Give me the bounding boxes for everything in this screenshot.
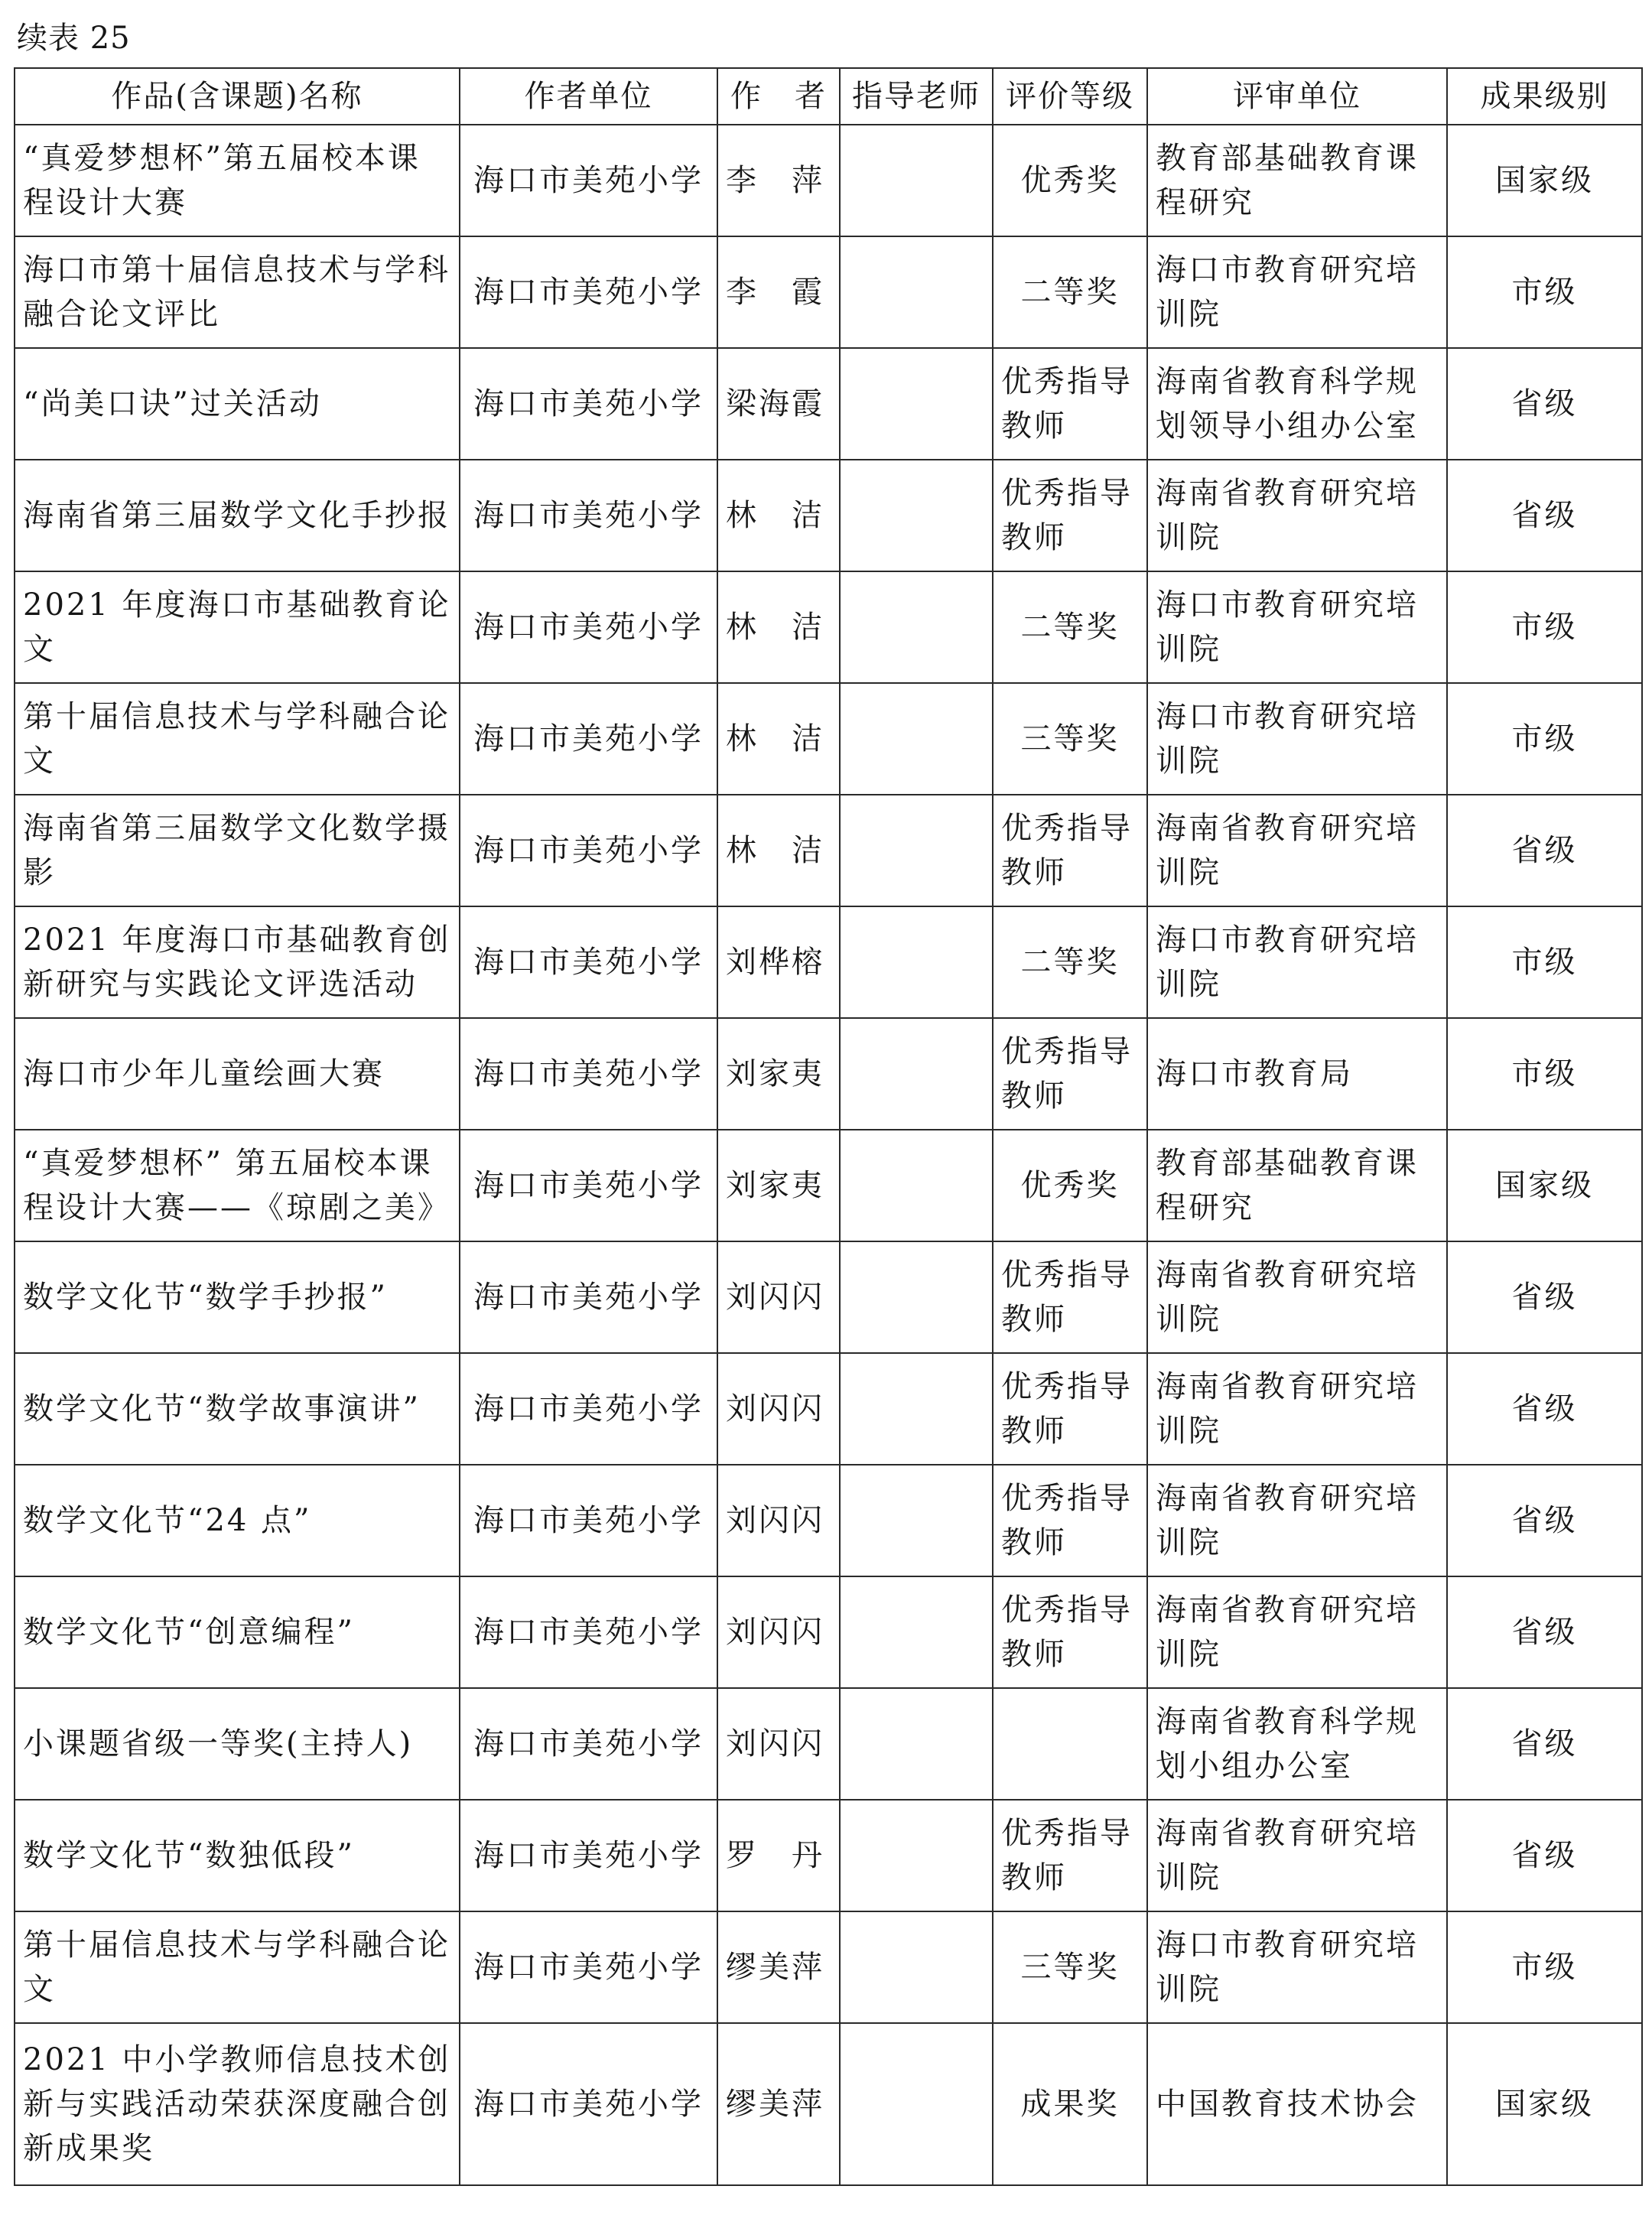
achievement-level-cell: 市级 bbox=[1447, 906, 1642, 1018]
author-unit-cell: 海口市美苑小学 bbox=[460, 1911, 717, 2023]
achievement-level-cell: 市级 bbox=[1447, 683, 1642, 795]
reviewer-cell: 海口市教育研究培训院 bbox=[1147, 906, 1447, 1018]
guide-teacher-cell bbox=[840, 1018, 993, 1130]
table-row bbox=[15, 236, 1642, 348]
author-cell: 缪美萍 bbox=[717, 1911, 840, 2023]
guide-teacher-cell bbox=[840, 348, 993, 460]
author-unit-cell: 海口市美苑小学 bbox=[460, 906, 717, 1018]
table-row bbox=[15, 1688, 1642, 1800]
author-cell: 缪美萍 bbox=[717, 2023, 840, 2185]
table-caption: 续表 25 bbox=[17, 21, 131, 56]
guide-teacher-cell bbox=[840, 1353, 993, 1465]
reviewer-cell: 海南省教育科学规划领导小组办公室 bbox=[1147, 348, 1447, 460]
achievement-level-cell: 省级 bbox=[1447, 1465, 1642, 1576]
author-cell: 刘闪闪 bbox=[717, 1465, 840, 1576]
reviewer-cell: 海口市教育研究培训院 bbox=[1147, 1911, 1447, 2023]
work-title-cell: 数学文化节“24 点” bbox=[15, 1465, 460, 1576]
table-row bbox=[15, 1800, 1642, 1911]
author-unit-cell: 海口市美苑小学 bbox=[460, 1800, 717, 1911]
evaluation-grade-cell: 优秀指导教师 bbox=[993, 795, 1147, 906]
author-cell: 刘家夷 bbox=[717, 1018, 840, 1130]
guide-teacher-cell bbox=[840, 460, 993, 571]
achievement-level-cell: 市级 bbox=[1447, 1911, 1642, 2023]
table-body bbox=[15, 125, 1642, 2185]
reviewer-cell: 海南省教育研究培训院 bbox=[1147, 460, 1447, 571]
work-title-cell: 数学文化节“数独低段” bbox=[15, 1800, 460, 1911]
evaluation-grade-cell: 优秀指导教师 bbox=[993, 1576, 1147, 1688]
guide-teacher-cell bbox=[840, 125, 993, 236]
achievement-level-cell: 省级 bbox=[1447, 348, 1642, 460]
guide-teacher-cell bbox=[840, 1130, 993, 1241]
work-title-cell: 第十届信息技术与学科融合论文 bbox=[15, 1911, 460, 2023]
evaluation-grade-cell: 优秀奖 bbox=[993, 1130, 1147, 1241]
reviewer-cell: 海南省教育科学规划小组办公室 bbox=[1147, 1688, 1447, 1800]
author-unit-cell: 海口市美苑小学 bbox=[460, 571, 717, 683]
achievement-level-cell: 省级 bbox=[1447, 1800, 1642, 1911]
author-cell: 罗 丹 bbox=[717, 1800, 840, 1911]
evaluation-grade-cell: 二等奖 bbox=[993, 236, 1147, 348]
work-title-cell: “真爱梦想杯” 第五届校本课程设计大赛——《琼剧之美》 bbox=[15, 1130, 460, 1241]
evaluation-grade-cell: 三等奖 bbox=[993, 683, 1147, 795]
author-unit-cell: 海口市美苑小学 bbox=[460, 1130, 717, 1241]
author-cell: 李 萍 bbox=[717, 125, 840, 236]
work-title-cell: 2021 年度海口市基础教育论文 bbox=[15, 571, 460, 683]
reviewer-cell: 海南省教育研究培训院 bbox=[1147, 1241, 1447, 1353]
guide-teacher-cell bbox=[840, 2023, 993, 2185]
evaluation-grade-cell: 二等奖 bbox=[993, 571, 1147, 683]
achievement-level-cell: 市级 bbox=[1447, 236, 1642, 348]
work-title-cell: 数学文化节“创意编程” bbox=[15, 1576, 460, 1688]
evaluation-grade-cell: 优秀指导教师 bbox=[993, 1241, 1147, 1353]
reviewer-cell: 中国教育技术协会 bbox=[1147, 2023, 1447, 2185]
reviewer-cell: 海南省教育研究培训院 bbox=[1147, 1465, 1447, 1576]
achievement-level-cell: 国家级 bbox=[1447, 2023, 1642, 2185]
guide-teacher-cell bbox=[840, 571, 993, 683]
guide-teacher-cell bbox=[840, 1576, 993, 1688]
table-row bbox=[15, 906, 1642, 1018]
reviewer-cell: 海南省教育研究培训院 bbox=[1147, 1353, 1447, 1465]
author-unit-cell: 海口市美苑小学 bbox=[460, 1353, 717, 1465]
header-work: 作品(含课题)名称 bbox=[15, 68, 460, 125]
guide-teacher-cell bbox=[840, 1241, 993, 1353]
work-title-cell: 海南省第三届数学文化数学摄影 bbox=[15, 795, 460, 906]
author-cell: 刘闪闪 bbox=[717, 1241, 840, 1353]
evaluation-grade-cell bbox=[993, 1688, 1147, 1800]
guide-teacher-cell bbox=[840, 1911, 993, 2023]
achievement-level-cell: 市级 bbox=[1447, 571, 1642, 683]
author-cell: 刘闪闪 bbox=[717, 1576, 840, 1688]
reviewer-cell: 教育部基础教育课程研究 bbox=[1147, 1130, 1447, 1241]
table-header-row bbox=[15, 68, 1642, 125]
achievement-level-cell: 省级 bbox=[1447, 1353, 1642, 1465]
author-unit-cell: 海口市美苑小学 bbox=[460, 683, 717, 795]
table-row bbox=[15, 348, 1642, 460]
author-cell: 刘闪闪 bbox=[717, 1688, 840, 1800]
author-cell: 刘家夷 bbox=[717, 1130, 840, 1241]
work-title-cell: 小课题省级一等奖(主持人) bbox=[15, 1688, 460, 1800]
evaluation-grade-cell: 优秀指导教师 bbox=[993, 460, 1147, 571]
guide-teacher-cell bbox=[840, 1465, 993, 1576]
author-cell: 李 霞 bbox=[717, 236, 840, 348]
reviewer-cell: 海南省教育研究培训院 bbox=[1147, 795, 1447, 906]
work-title-cell: 2021 年度海口市基础教育创新研究与实践论文评选活动 bbox=[15, 906, 460, 1018]
author-unit-cell: 海口市美苑小学 bbox=[460, 1018, 717, 1130]
reviewer-cell: 海南省教育研究培训院 bbox=[1147, 1576, 1447, 1688]
reviewer-cell: 教育部基础教育课程研究 bbox=[1147, 125, 1447, 236]
reviewer-cell: 海口市教育局 bbox=[1147, 1018, 1447, 1130]
achievement-level-cell: 省级 bbox=[1447, 1688, 1642, 1800]
author-unit-cell: 海口市美苑小学 bbox=[460, 795, 717, 906]
work-title-cell: 2021 中小学教师信息技术创新与实践活动荣获深度融合创新成果奖 bbox=[15, 2023, 460, 2185]
author-cell: 林 洁 bbox=[717, 460, 840, 571]
achievement-level-cell: 省级 bbox=[1447, 1241, 1642, 1353]
author-unit-cell: 海口市美苑小学 bbox=[460, 1465, 717, 1576]
author-unit-cell: 海口市美苑小学 bbox=[460, 236, 717, 348]
work-title-cell: 海南省第三届数学文化手抄报 bbox=[15, 460, 460, 571]
table-row bbox=[15, 683, 1642, 795]
header-level: 成果级别 bbox=[1447, 68, 1642, 125]
guide-teacher-cell bbox=[840, 906, 993, 1018]
table-row bbox=[15, 1465, 1642, 1576]
header-unit: 作者单位 bbox=[460, 68, 717, 125]
author-unit-cell: 海口市美苑小学 bbox=[460, 1688, 717, 1800]
reviewer-cell: 海南省教育研究培训院 bbox=[1147, 1800, 1447, 1911]
achievement-level-cell: 省级 bbox=[1447, 1576, 1642, 1688]
achievement-level-cell: 国家级 bbox=[1447, 125, 1642, 236]
reviewer-cell: 海口市教育研究培训院 bbox=[1147, 236, 1447, 348]
guide-teacher-cell bbox=[840, 795, 993, 906]
author-unit-cell: 海口市美苑小学 bbox=[460, 125, 717, 236]
table-row bbox=[15, 1130, 1642, 1241]
table-row bbox=[15, 1241, 1642, 1353]
evaluation-grade-cell: 优秀指导教师 bbox=[993, 1018, 1147, 1130]
guide-teacher-cell bbox=[840, 1800, 993, 1911]
work-title-cell: 数学文化节“数学手抄报” bbox=[15, 1241, 460, 1353]
evaluation-grade-cell: 优秀奖 bbox=[993, 125, 1147, 236]
header-reviewer: 评审单位 bbox=[1147, 68, 1447, 125]
achievement-level-cell: 市级 bbox=[1447, 1018, 1642, 1130]
author-cell: 刘闪闪 bbox=[717, 1353, 840, 1465]
work-title-cell: “尚美口诀”过关活动 bbox=[15, 348, 460, 460]
evaluation-grade-cell: 优秀指导教师 bbox=[993, 1465, 1147, 1576]
guide-teacher-cell bbox=[840, 1688, 993, 1800]
evaluation-grade-cell: 优秀指导教师 bbox=[993, 1800, 1147, 1911]
author-unit-cell: 海口市美苑小学 bbox=[460, 1576, 717, 1688]
achievement-level-cell: 国家级 bbox=[1447, 1130, 1642, 1241]
work-title-cell: 第十届信息技术与学科融合论文 bbox=[15, 683, 460, 795]
work-title-cell: “真爱梦想杯”第五届校本课程设计大赛 bbox=[15, 125, 460, 236]
awards-table bbox=[14, 67, 1643, 2186]
achievement-level-cell: 省级 bbox=[1447, 460, 1642, 571]
header-guide: 指导老师 bbox=[840, 68, 993, 125]
table-row bbox=[15, 1911, 1642, 2023]
table-row bbox=[15, 1353, 1642, 1465]
evaluation-grade-cell: 优秀指导教师 bbox=[993, 348, 1147, 460]
author-cell: 刘桦榕 bbox=[717, 906, 840, 1018]
guide-teacher-cell bbox=[840, 236, 993, 348]
table-row bbox=[15, 2023, 1642, 2185]
evaluation-grade-cell: 成果奖 bbox=[993, 2023, 1147, 2185]
table-row bbox=[15, 460, 1642, 571]
work-title-cell: 海口市第十届信息技术与学科融合论文评比 bbox=[15, 236, 460, 348]
evaluation-grade-cell: 三等奖 bbox=[993, 1911, 1147, 2023]
author-cell: 林 洁 bbox=[717, 571, 840, 683]
author-unit-cell: 海口市美苑小学 bbox=[460, 460, 717, 571]
author-unit-cell: 海口市美苑小学 bbox=[460, 348, 717, 460]
header-author: 作 者 bbox=[717, 68, 840, 125]
author-unit-cell: 海口市美苑小学 bbox=[460, 1241, 717, 1353]
table-row bbox=[15, 1576, 1642, 1688]
table-row bbox=[15, 571, 1642, 683]
author-cell: 林 洁 bbox=[717, 795, 840, 906]
table-row bbox=[15, 795, 1642, 906]
evaluation-grade-cell: 优秀指导教师 bbox=[993, 1353, 1147, 1465]
table-row bbox=[15, 1018, 1642, 1130]
header-grade: 评价等级 bbox=[993, 68, 1147, 125]
evaluation-grade-cell: 二等奖 bbox=[993, 906, 1147, 1018]
table-row bbox=[15, 125, 1642, 236]
work-title-cell: 数学文化节“数学故事演讲” bbox=[15, 1353, 460, 1465]
author-cell: 林 洁 bbox=[717, 683, 840, 795]
author-cell: 梁海霞 bbox=[717, 348, 840, 460]
achievement-level-cell: 省级 bbox=[1447, 795, 1642, 906]
author-unit-cell: 海口市美苑小学 bbox=[460, 2023, 717, 2185]
guide-teacher-cell bbox=[840, 683, 993, 795]
work-title-cell: 海口市少年儿童绘画大赛 bbox=[15, 1018, 460, 1130]
reviewer-cell: 海口市教育研究培训院 bbox=[1147, 571, 1447, 683]
reviewer-cell: 海口市教育研究培训院 bbox=[1147, 683, 1447, 795]
